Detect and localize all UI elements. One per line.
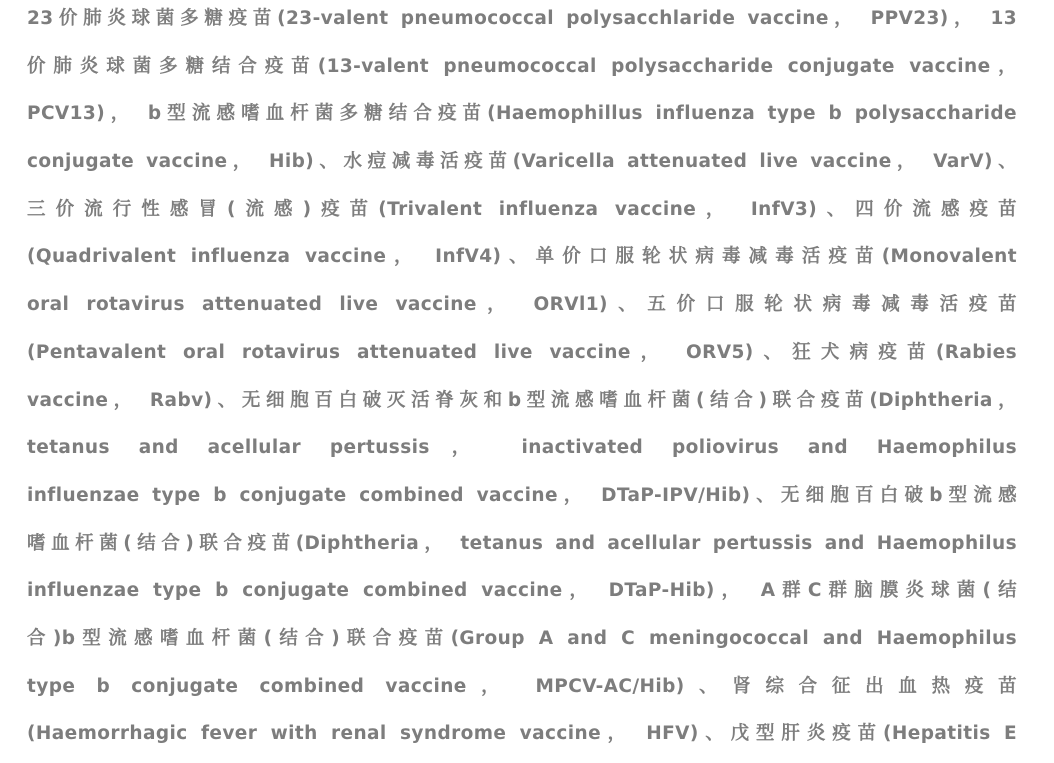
text-line: influenzae type b conjugate combined vaccine， DTaP-IPV/Hib)、无细胞百白破b型流感 — [27, 484, 1017, 506]
text-line: tetanus and acellular pertussis， inactivated poliovirus and Haemophilus — [27, 437, 1017, 459]
text-line: 嗜血杆菌(结合)联合疫苗(Diphtheria， tetanus and acellular pertussis and Haemophilus — [27, 532, 1017, 554]
text-line: 价肺炎球菌多糖结合疫苗(13-valent pneumococcal polysaccharide conjugate vaccine， — [27, 55, 1017, 77]
text-line: vaccine， Rabv)、无细胞百白破灭活脊灰和b型流感嗜血杆菌(结合)联合疫苗(Diphtheria， — [27, 389, 1017, 411]
text-line: type b conjugate combined vaccine， MPCV-AC/Hib)、肾综合征出血热疫苗 — [27, 675, 1017, 697]
text-line: 23价肺炎球菌多糖疫苗(23-valent pneumococcal polysacchlaride vaccine， PPV23)， 13 — [27, 8, 1017, 29]
text-line: PCV13)， b型流感嗜血杆菌多糖结合疫苗(Haemophillus influenza type b polysaccharide — [27, 103, 1017, 125]
text-line: (Pentavalent oral rotavirus attenuated live vaccine， ORV5)、狂犬病疫苗(Rabies — [27, 341, 1017, 363]
text-line: influenzae type b conjugate combined vaccine， DTaP-Hib)， A群C群脑膜炎球菌(结 — [27, 580, 1017, 602]
document-body — [27, 0, 1017, 763]
text-line: (Quadrivalent influenza vaccine， InfV4)、单价口服轮状病毒减毒活疫苗(Monovalent — [27, 246, 1017, 268]
text-line: 三价流行性感冒(流感)疫苗(Trivalent influenza vaccine， InfV3)、四价流感疫苗 — [27, 198, 1017, 220]
text-line: conjugate vaccine， Hib)、水痘减毒活疫苗(Varicella attenuated live vaccine， VarV)、 — [27, 151, 1017, 173]
text-line: 合)b型流感嗜血杆菌(结合)联合疫苗(Group A and C meningococcal and Haemophilus — [27, 627, 1017, 649]
text-line: (Haemorrhagic fever with renal syndrome vaccine， HFV)、戊型肝炎疫苗(Hepatitis E — [27, 723, 1017, 745]
text-line: oral rotavirus attenuated live vaccine， ORVl1)、五价口服轮状病毒减毒活疫苗 — [27, 294, 1017, 316]
